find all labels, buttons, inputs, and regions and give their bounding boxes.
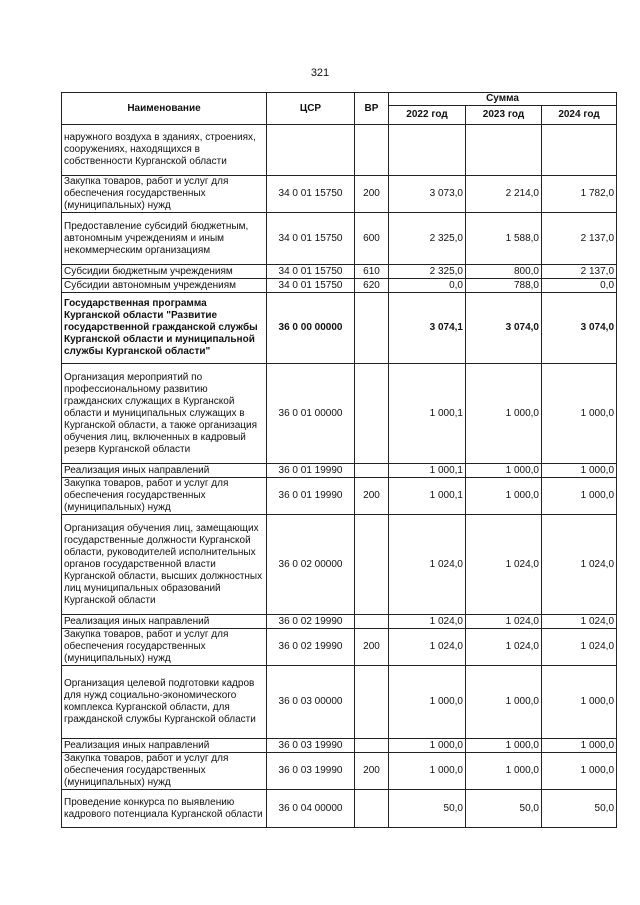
header-2022: 2022 год	[389, 106, 466, 125]
table-row	[62, 666, 617, 739]
row-value-2022: 1 000,0	[389, 666, 466, 739]
header-sum: Сумма	[389, 93, 617, 106]
row-vr	[355, 464, 389, 478]
row-value-2024: 1 024,0	[542, 615, 617, 629]
table-row	[62, 790, 617, 828]
table-row	[62, 125, 617, 176]
row-csr: 36 0 00 00000	[267, 293, 355, 364]
row-value-2023: 1 024,0	[466, 515, 542, 615]
row-name: Субсидии автономным учреждениям	[62, 279, 267, 293]
row-vr: 200	[355, 176, 389, 213]
header-name: Наименование	[62, 93, 267, 125]
row-value-2024: 2 137,0	[542, 213, 617, 265]
row-name: Закупка товаров, работ и услуг для обеспечения государственных (муниципальных) нужд	[62, 478, 267, 515]
row-value-2024: 0,0	[542, 279, 617, 293]
row-value-2022: 1 024,0	[389, 515, 466, 615]
row-name: Субсидии бюджетным учреждениям	[62, 265, 267, 279]
row-csr: 36 0 03 19990	[267, 739, 355, 753]
row-csr: 36 0 01 00000	[267, 364, 355, 464]
row-name: Закупка товаров, работ и услуг для обеспечения государственных (муниципальных) нужд	[62, 629, 267, 666]
row-value-2022: 2 325,0	[389, 265, 466, 279]
row-vr	[355, 790, 389, 828]
table-row	[62, 739, 617, 753]
row-vr	[355, 293, 389, 364]
row-value-2023: 1 000,0	[466, 753, 542, 790]
row-value-2024	[542, 125, 617, 176]
table-row	[62, 265, 617, 279]
row-csr: 36 0 03 00000	[267, 666, 355, 739]
row-vr	[355, 125, 389, 176]
budget-table	[61, 92, 617, 828]
row-value-2023: 1 000,0	[466, 364, 542, 464]
row-vr: 600	[355, 213, 389, 265]
row-value-2022: 3 074,1	[389, 293, 466, 364]
row-value-2024: 1 782,0	[542, 176, 617, 213]
row-value-2023: 50,0	[466, 790, 542, 828]
header-2024: 2024 год	[542, 106, 617, 125]
row-vr: 620	[355, 279, 389, 293]
row-value-2024: 1 024,0	[542, 515, 617, 615]
row-value-2022: 50,0	[389, 790, 466, 828]
row-name: Государственная программа Курганской области "Развитие государственной гражданской службы Курганской области и муниципальной службы Курганской области"	[62, 293, 267, 364]
row-csr: 36 0 02 19990	[267, 615, 355, 629]
row-vr	[355, 739, 389, 753]
row-value-2024: 1 000,0	[542, 478, 617, 515]
row-csr: 36 0 02 19990	[267, 629, 355, 666]
row-name: Организация мероприятий по профессиональному развитию гражданских служащих в Курганской области и муниципальных служащих в Курганской области, а также организация обучения лиц, включенных в кадровый резерв Курганской области	[62, 364, 267, 464]
row-vr: 200	[355, 478, 389, 515]
row-csr: 36 0 01 19990	[267, 478, 355, 515]
row-vr: 200	[355, 629, 389, 666]
row-name: Организация целевой подготовки кадров для нужд социально-экономического комплекса Курганской области, для гражданской службы Курганской области	[62, 666, 267, 739]
table-body	[62, 125, 617, 828]
row-value-2024: 1 000,0	[542, 753, 617, 790]
row-value-2023: 800,0	[466, 265, 542, 279]
row-value-2024: 3 074,0	[542, 293, 617, 364]
row-csr: 36 0 03 19990	[267, 753, 355, 790]
row-name: Реализация иных направлений	[62, 464, 267, 478]
row-name: Закупка товаров, работ и услуг для обеспечения государственных (муниципальных) нужд	[62, 176, 267, 213]
row-name: Реализация иных направлений	[62, 739, 267, 753]
row-csr: 36 0 01 19990	[267, 464, 355, 478]
table-row	[62, 293, 617, 364]
header-vr: ВР	[355, 93, 389, 125]
table-row	[62, 364, 617, 464]
row-value-2022: 1 000,1	[389, 464, 466, 478]
table-row	[62, 478, 617, 515]
row-value-2023: 1 000,0	[466, 666, 542, 739]
row-csr	[267, 125, 355, 176]
row-csr: 34 0 01 15750	[267, 265, 355, 279]
row-vr	[355, 515, 389, 615]
row-value-2022: 1 000,1	[389, 478, 466, 515]
row-csr: 34 0 01 15750	[267, 279, 355, 293]
row-value-2024: 50,0	[542, 790, 617, 828]
table-row	[62, 753, 617, 790]
table-row	[62, 176, 617, 213]
row-value-2024: 1 000,0	[542, 364, 617, 464]
row-name: Проведение конкурса по выявлению кадрового потенциала Курганской области	[62, 790, 267, 828]
row-value-2024: 1 000,0	[542, 464, 617, 478]
header-2023: 2023 год	[466, 106, 542, 125]
row-vr	[355, 666, 389, 739]
row-csr: 36 0 02 00000	[267, 515, 355, 615]
row-name: Предоставление субсидий бюджетным, автономным учреждениям и иным некоммерческим организациям	[62, 213, 267, 265]
row-value-2022: 2 325,0	[389, 213, 466, 265]
row-name: Закупка товаров, работ и услуг для обеспечения государственных (муниципальных) нужд	[62, 753, 267, 790]
row-value-2024: 1 000,0	[542, 739, 617, 753]
row-value-2023: 1 000,0	[466, 739, 542, 753]
table-row	[62, 615, 617, 629]
row-vr	[355, 364, 389, 464]
row-value-2023: 1 588,0	[466, 213, 542, 265]
row-value-2022: 3 073,0	[389, 176, 466, 213]
page-number: 321	[310, 67, 330, 79]
row-value-2023: 1 000,0	[466, 478, 542, 515]
row-value-2023: 1 024,0	[466, 629, 542, 666]
row-value-2022: 1 000,0	[389, 739, 466, 753]
row-value-2024: 1 024,0	[542, 629, 617, 666]
row-vr: 200	[355, 753, 389, 790]
row-value-2024: 2 137,0	[542, 265, 617, 279]
row-value-2023: 1 024,0	[466, 615, 542, 629]
table-row	[62, 515, 617, 615]
table-row	[62, 464, 617, 478]
row-value-2024: 1 000,0	[542, 666, 617, 739]
row-csr: 34 0 01 15750	[267, 176, 355, 213]
table-row	[62, 213, 617, 265]
row-name: Организация обучения лиц, замещающих государственные должности Курганской области, руководителей исполнительных органов государственной власти Курганской области, высших должностных лиц муниципальных образований Курганской области	[62, 515, 267, 615]
row-csr: 36 0 04 00000	[267, 790, 355, 828]
row-name: Реализация иных направлений	[62, 615, 267, 629]
header-csr: ЦСР	[267, 93, 355, 125]
row-value-2022	[389, 125, 466, 176]
row-value-2022: 1 024,0	[389, 615, 466, 629]
table-row	[62, 629, 617, 666]
row-value-2023: 788,0	[466, 279, 542, 293]
table-row	[62, 279, 617, 293]
row-vr	[355, 615, 389, 629]
row-value-2023: 3 074,0	[466, 293, 542, 364]
row-csr: 34 0 01 15750	[267, 213, 355, 265]
row-value-2023: 2 214,0	[466, 176, 542, 213]
row-value-2022: 1 024,0	[389, 629, 466, 666]
row-value-2023: 1 000,0	[466, 464, 542, 478]
row-value-2022: 1 000,1	[389, 364, 466, 464]
row-value-2022: 1 000,0	[389, 753, 466, 790]
row-value-2022: 0,0	[389, 279, 466, 293]
row-vr: 610	[355, 265, 389, 279]
row-name: наружного воздуха в зданиях, строениях, сооружениях, находящихся в собственности Курганской области	[62, 125, 267, 176]
row-value-2023	[466, 125, 542, 176]
